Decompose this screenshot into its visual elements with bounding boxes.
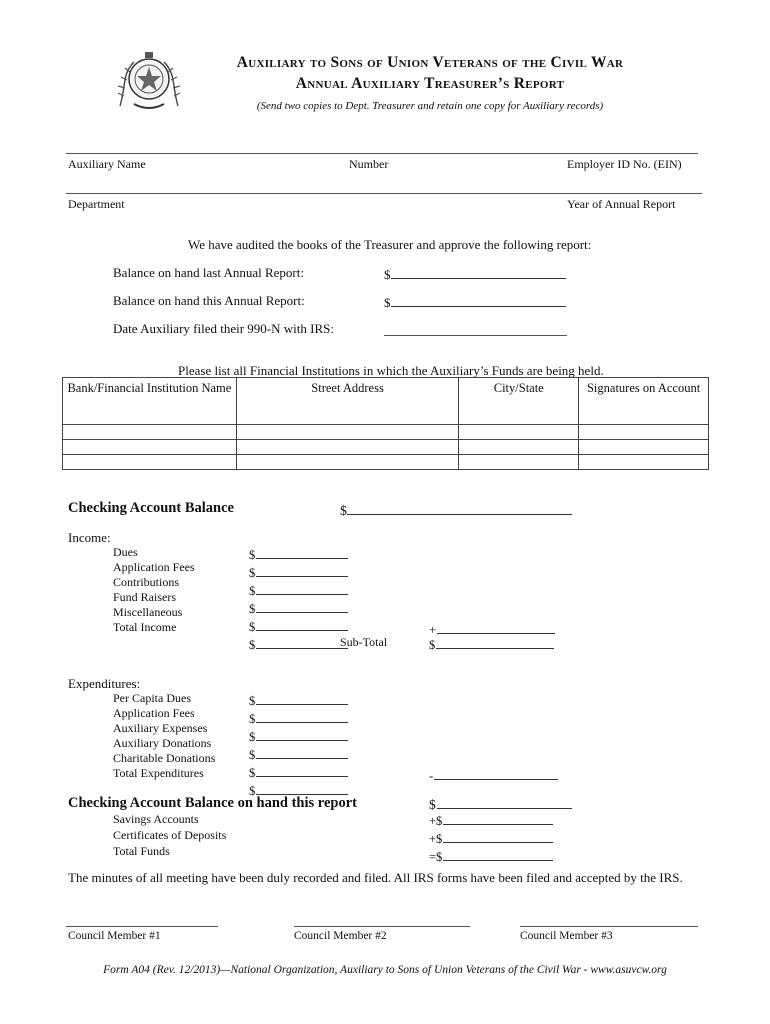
table-cell[interactable] [63,440,237,455]
income-item: Fund Raisers [113,590,176,604]
number-label: Number [349,157,389,171]
balance-last-label: Balance on hand last Annual Report: [113,265,304,280]
balance-this-field[interactable] [384,293,566,311]
plus-sign: + [429,623,437,637]
dollar-sign: $ [249,584,256,598]
amount-input[interactable] [256,545,348,559]
expenditure-minus-field[interactable] [429,766,558,784]
dollar-sign: $ [384,267,391,282]
amount-field[interactable] [249,727,348,745]
department-label: Department [68,197,125,211]
institutions-table [62,377,709,470]
audit-statement: We have audited the books of the Treasurer and approve the following report: [188,237,592,252]
dollar-sign: $ [249,548,256,562]
savings-field[interactable] [429,811,553,829]
table-cell[interactable] [236,455,459,470]
dollar-sign: $ [340,504,347,519]
form-footer: Form A04 (Rev. 12/2013)—National Organization, Auxiliary to Sons of Union Veterans of the Civil War - www.asuvcw.org [103,964,667,976]
plus-dollar: +$ [429,814,443,828]
income-item: Total Income [113,620,177,634]
certificates-label: Certificates of Deposits [113,828,227,842]
dollar-sign: $ [249,748,256,762]
signature-line-1[interactable] [66,926,218,927]
dollar-sign: $ [384,295,391,310]
signature-line-2[interactable] [294,926,470,927]
auxiliary-info-line[interactable] [66,153,698,154]
checking-balance-field[interactable] [340,500,572,520]
amount-input[interactable] [256,727,348,741]
amount-field[interactable] [249,617,348,635]
expenditure-item: Per Capita Dues [113,691,191,705]
table-cell[interactable] [236,440,459,455]
table-cell[interactable] [63,455,237,470]
form-title: Auxiliary to Sons of Union Veterans of the Civil War [236,54,624,71]
amount-field[interactable] [249,709,348,727]
balance-last-input[interactable] [391,265,566,279]
dollar-sign: $ [249,730,256,744]
date-990n-label: Date Auxiliary filed their 990-N with IRS: [113,321,334,336]
expenditure-item: Auxiliary Donations [113,736,212,750]
certificates-field[interactable] [429,829,553,847]
income-label: Income: [68,530,111,545]
table-cell[interactable] [579,440,709,455]
dollar-sign: $ [249,602,256,616]
table-row [63,455,709,470]
council-member-3-label: Council Member #3 [520,930,613,942]
amount-input[interactable] [256,581,348,595]
expenditure-item: Total Expenditures [113,766,204,780]
council-member-2-label: Council Member #2 [294,930,387,942]
department-info-line[interactable] [66,193,702,194]
dollar-sign: $ [249,638,256,652]
table-cell[interactable] [579,455,709,470]
column-header: Signatures on Account [579,378,709,425]
date-990n-input[interactable] [384,335,567,336]
expenditure-item: Application Fees [113,706,195,720]
amount-input[interactable] [256,763,348,777]
amount-field[interactable] [249,599,348,617]
expenditures-label: Expenditures: [68,676,141,691]
amount-input[interactable] [256,617,348,631]
expenditure-amounts [249,691,348,799]
auxiliary-name-label: Auxiliary Name [68,157,146,171]
amount-input[interactable] [256,781,348,795]
expenditure-item: Auxiliary Expenses [113,721,208,735]
balance-this-input[interactable] [391,293,566,307]
minus-sign: - [429,769,434,783]
council-member-1-label: Council Member #1 [68,930,161,942]
amount-input[interactable] [256,745,348,759]
table-cell[interactable] [459,440,579,455]
savings-input[interactable] [443,811,553,825]
expenditures-list [113,691,215,781]
savings-label: Savings Accounts [113,812,199,826]
form-subtitle: (Send two copies to Dept. Treasurer and retain one copy for Auxiliary records) [256,100,604,112]
table-cell[interactable] [236,425,459,440]
table-row [63,425,709,440]
income-item: Miscellaneous [113,605,183,619]
dollar-sign: $ [249,566,256,580]
dollar-sign: $ [249,694,256,708]
amount-field[interactable] [249,763,348,781]
amount-field[interactable] [249,581,348,599]
subtotal-label: Sub-Total [340,635,388,649]
on-hand-input[interactable] [437,795,572,809]
dollar-sign: $ [249,766,256,780]
income-plus-input[interactable] [437,620,555,634]
total-funds-label: Total Funds [113,844,170,858]
table-cell[interactable] [63,425,237,440]
plus-dollar: +$ [429,832,443,846]
income-list [113,545,195,635]
certificates-input[interactable] [443,829,553,843]
checking-balance-input[interactable] [347,500,572,515]
column-header: Street Address [236,378,459,425]
amount-input[interactable] [256,563,348,577]
funds-list [113,811,226,859]
amount-input[interactable] [256,691,348,705]
income-item: Application Fees [113,560,195,574]
dollar-sign: $ [249,620,256,634]
minutes-statement: The minutes of all meeting have been duly recorded and filed. All IRS forms have been filed and accepted by the IRS. [68,870,683,885]
table-header-row [63,378,709,425]
table-cell[interactable] [459,455,579,470]
equals-dollar: =$ [429,850,443,864]
dollar-sign: $ [249,712,256,726]
checking-balance-heading: Checking Account Balance [68,500,234,516]
amount-input[interactable] [256,635,348,649]
ein-label: Employer ID No. (EIN) [567,157,682,171]
amount-field[interactable] [249,545,348,563]
year-label: Year of Annual Report [567,197,676,211]
amount-input[interactable] [256,599,348,613]
total-funds-input[interactable] [443,847,553,861]
subtotal-field[interactable] [429,635,554,653]
funds-amounts [429,811,553,865]
dollar-sign: $ [429,638,436,652]
expenditure-item: Charitable Donations [113,751,216,765]
amount-field[interactable] [249,691,348,709]
expenditure-minus-input[interactable] [434,766,558,780]
balance-last-field[interactable] [384,265,566,283]
total-funds-field[interactable] [429,847,553,865]
signature-line-3[interactable] [520,926,698,927]
amount-input[interactable] [256,709,348,723]
balance-this-label: Balance on hand this Annual Report: [113,293,305,308]
table-cell[interactable] [459,425,579,440]
income-item: Contributions [113,575,180,589]
institutions-instruction: Please list all Financial Institutions in which the Auxiliary’s Funds are being held. [178,363,604,378]
report-title: Annual Auxiliary Treasurer’s Report [295,75,565,92]
income-item: Dues [113,545,138,559]
column-header: Bank/Financial Institution Name [63,378,237,425]
table-cell[interactable] [579,425,709,440]
dollar-sign: $ [429,797,436,812]
income-amounts [249,545,348,653]
on-hand-heading: Checking Account Balance on hand this report [68,795,357,811]
amount-field[interactable] [249,745,348,763]
amount-field[interactable] [249,635,348,653]
table-row [63,440,709,455]
dollar-sign: $ [249,784,256,798]
subtotal-input[interactable] [436,635,554,649]
column-header: City/State [459,378,579,425]
amount-field[interactable] [249,563,348,581]
